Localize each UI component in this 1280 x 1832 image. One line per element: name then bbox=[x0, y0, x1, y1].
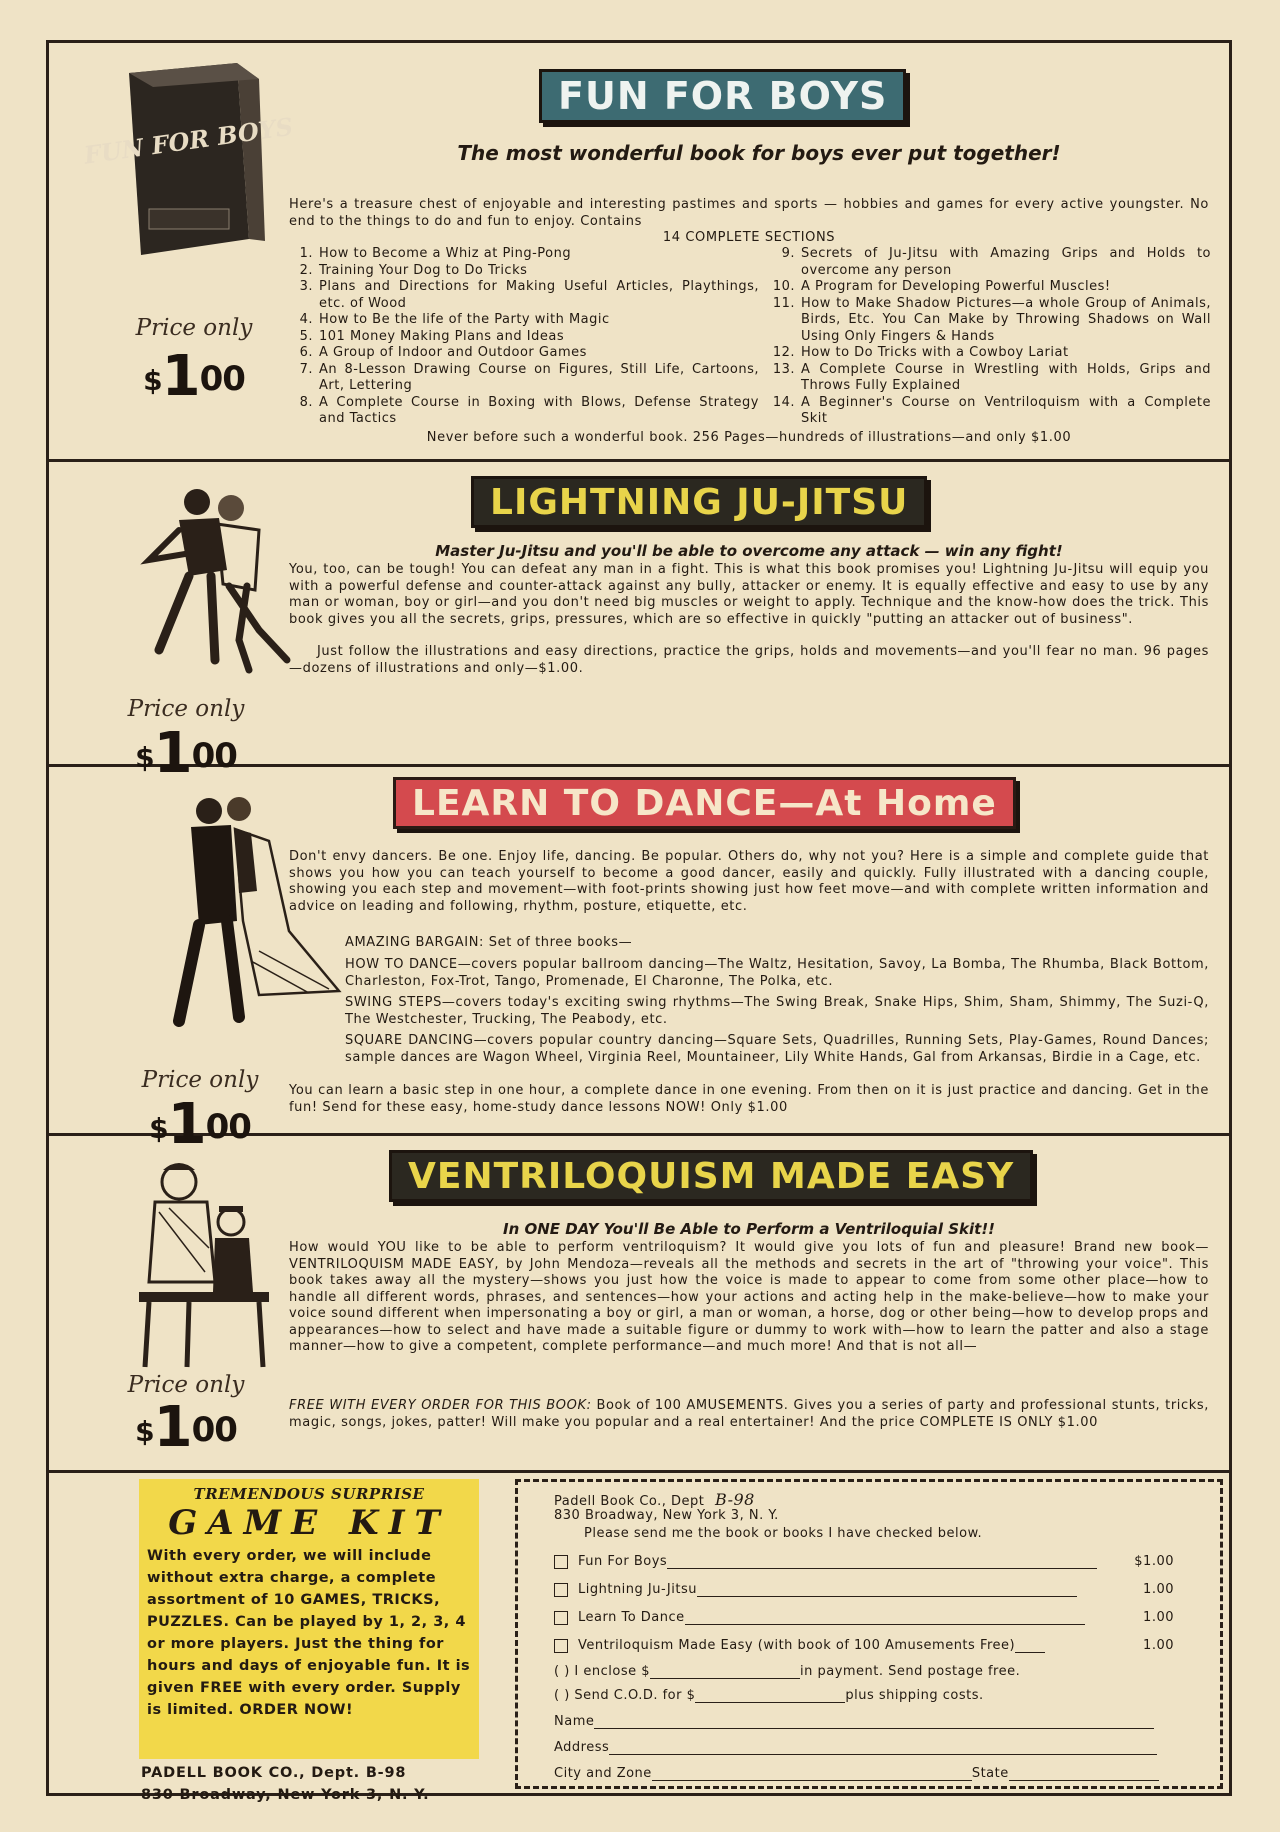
form-name-label: Name bbox=[554, 1714, 595, 1729]
dance-book-swing-steps: SWING STEPS—covers today's exciting swing rhythms—The Swing Break, Snake Hips, Shim, Sham, Shimmy, The Suzi-Q, The Westchester, Trucking, The Peabody, etc. bbox=[345, 995, 1209, 1027]
section-lightning-jujitsu bbox=[49, 462, 1229, 786]
form-enclose-label: ( ) I enclose $ bbox=[554, 1664, 650, 1679]
list-item bbox=[771, 246, 1211, 279]
price-whole: 1 bbox=[161, 344, 200, 409]
list-item bbox=[289, 362, 759, 395]
price-dollar: $ bbox=[135, 1415, 154, 1448]
section-ventriloquism bbox=[49, 1136, 1229, 1473]
fun-for-boys-footer: Never before such a wonderful book. 256 Pages—hundreds of illustrations—and only $1.00 bbox=[426, 430, 1072, 445]
ventriloquism-paragraph-1: How would YOU like to be able to perform ventriloquism? It would give you lots of fun and pleasure! Brand new book—VENTRILOQUISM MADE EASY, by John Mendoza—reveals all the methods and secrets in the art of "throwing your voice". This book takes away all the mystery—shows you just how the voice is made to appear to come from some other place—how to handle all different words, phrases, and sentences—how your actions and acting help in the make-believe—how to make your voice sound different when impersonating a boy or girl, a man or woman, a horse, dog or other being—how to develop props and appearances—how to select and have made a suitable figure or dummy to work with—how to learn the patter and also a stage manner—how to give a competent, complete performance—and much more! And that is not all— bbox=[289, 1240, 1209, 1354]
fun-for-boys-title: FUN FOR BOYS bbox=[539, 69, 906, 123]
game-kit-box bbox=[139, 1479, 479, 1759]
checkbox-fun-for-boys[interactable] bbox=[554, 1555, 568, 1569]
list-item-text: A Group of Indoor and Outdoor Games bbox=[319, 345, 587, 360]
name-field[interactable] bbox=[594, 1728, 1154, 1729]
list-item bbox=[771, 296, 1211, 346]
form-item-label: Lightning Ju-Jitsu bbox=[578, 1582, 697, 1597]
form-state-label: State bbox=[971, 1766, 1009, 1781]
state-field[interactable] bbox=[1009, 1780, 1159, 1781]
list-item-number: 12. bbox=[772, 345, 795, 360]
form-enclose bbox=[554, 1664, 1020, 1679]
list-item bbox=[289, 312, 759, 329]
list-item-number: 1. bbox=[299, 246, 313, 261]
list-item-text: A Complete Course in Boxing with Blows, Defense Strategy and Tactics bbox=[319, 394, 759, 426]
free-offer-lead: FREE WITH EVERY ORDER FOR THIS BOOK: bbox=[289, 1398, 592, 1413]
sections-left-column bbox=[289, 246, 759, 428]
list-item-text: How to Be the life of the Party with Magic bbox=[319, 312, 610, 327]
dance-book-square-dancing: SQUARE DANCING—covers popular country dancing—Square Sets, Quadrilles, Running Sets, Play-Games, Round Dances; sample dances are Wagon Wheel, Virginia Reel, Mountaineer, Lily White Hands, Gal from Arkansas, Birdie in a Cage, etc. bbox=[345, 1033, 1209, 1065]
form-item-label: Ventriloquism Made Easy (with book of 100 Amusements Free) bbox=[578, 1638, 1016, 1653]
list-item bbox=[289, 279, 759, 312]
form-item-learn-to-dance bbox=[554, 1610, 1174, 1625]
cod-amount-field[interactable] bbox=[695, 1702, 845, 1703]
game-kit-address-1: PADELL BOOK CO., Dept. B-98 bbox=[141, 1765, 407, 1781]
form-item-label: Fun For Boys bbox=[578, 1554, 668, 1569]
list-item-number: 11. bbox=[772, 295, 795, 311]
form-address-label: Address bbox=[554, 1740, 610, 1755]
list-item-text: Plans and Directions for Making Useful Articles, Playthings, etc. of Wood bbox=[319, 279, 759, 311]
list-item-number: 9. bbox=[781, 246, 795, 261]
price-whole: 1 bbox=[153, 1395, 192, 1460]
list-item-text: An 8-Lesson Drawing Course on Figures, Still Life, Cartoons, Art, Lettering bbox=[319, 361, 759, 393]
price-cents: 00 bbox=[205, 1107, 251, 1147]
dance-book-list bbox=[345, 957, 1209, 1066]
form-company-name: Padell Book Co., Dept bbox=[554, 1494, 705, 1509]
list-item bbox=[289, 246, 759, 263]
list-item bbox=[771, 279, 1211, 296]
game-kit-body: With every order, we will include without extra charge, a complete assortment of 10 GAMES, TRICKS, PUZZLES. Can be played by 1, 2, 3, 4 or more players. Just the thing for hours and days of enjoyable fun. It is given FREE with every order. Supply is limited. ORDER NOW! bbox=[147, 1548, 471, 1718]
list-item-text: Secrets of Ju-Jitsu with Amazing Grips and Holds to overcome any person bbox=[801, 246, 1211, 278]
list-item-text: A Program for Developing Powerful Muscles! bbox=[801, 279, 1111, 294]
dance-book-how-to-dance: HOW TO DANCE—covers popular ballroom dancing—The Waltz, Hesitation, Savoy, La Bomba, The Rhumba, Black Bottom, Charleston, Fox-Trot, Tango, Promenade, El Charonne, The Polka, etc. bbox=[345, 957, 1209, 989]
form-address-row bbox=[554, 1740, 1157, 1755]
form-item-price: 1.00 bbox=[1143, 1610, 1174, 1625]
free-offer-text: Book of 100 AMUSEMENTS. Gives you a series of party and professional stunts, tricks, magic, songs, jokes, patter! Will make you popular and a real entertainer! And the price COMPLETE IS ONLY $1.00 bbox=[289, 1398, 1210, 1430]
list-item-number: 7. bbox=[299, 361, 313, 377]
form-item-price: 1.00 bbox=[1143, 1582, 1174, 1597]
list-item-number: 13. bbox=[772, 361, 795, 377]
ventriloquism-title: VENTRILOQUISM MADE EASY bbox=[389, 1150, 1033, 1202]
price-dollar: $ bbox=[143, 364, 162, 397]
form-cod-label: ( ) Send C.O.D. for $ bbox=[554, 1688, 696, 1703]
list-item-number: 6. bbox=[299, 345, 313, 360]
price-dollar: $ bbox=[149, 1112, 168, 1145]
list-item-text: A Beginner's Course on Ventriloquism with a Complete Skit bbox=[801, 394, 1211, 426]
list-item-text: A Complete Course in Wrestling with Holds, Grips and Throws Fully Explained bbox=[801, 361, 1211, 393]
dance-bargain-heading: AMAZING BARGAIN: Set of three books— bbox=[345, 935, 633, 950]
list-item-number: 4. bbox=[299, 312, 313, 327]
price-label: Price only bbox=[127, 696, 245, 722]
form-enclose-note: in payment. Send postage free. bbox=[800, 1664, 1021, 1679]
game-kit-preheading: TREMENDOUS SURPRISE bbox=[193, 1485, 425, 1503]
ventriloquism-subtitle: In ONE DAY You'll Be Able to Perform a Ventriloquial Skit!! bbox=[502, 1220, 996, 1238]
list-item-text: How to Become a Whiz at Ping-Pong bbox=[319, 246, 572, 261]
form-item-ventriloquism bbox=[554, 1638, 1174, 1653]
city-field[interactable] bbox=[652, 1780, 972, 1781]
form-name-row bbox=[554, 1714, 1154, 1729]
list-item-number: 10. bbox=[772, 279, 795, 294]
price-value bbox=[109, 344, 279, 409]
jujitsu-subtitle: Master Ju-Jitsu and you'll be able to overcome any attack — win any fight! bbox=[435, 542, 1063, 560]
form-cod bbox=[554, 1688, 984, 1703]
list-item-text: How to Make Shadow Pictures—a whole Group of Animals, Birds, Etc. You Can Make by Throwing Shadows on Wall Using Only Fingers & Hands bbox=[801, 295, 1211, 344]
list-item bbox=[289, 345, 759, 362]
checkbox-ventriloquism[interactable] bbox=[554, 1639, 568, 1653]
price-cents: 00 bbox=[191, 736, 237, 776]
ad-page bbox=[46, 40, 1232, 1803]
form-cod-note: plus shipping costs. bbox=[845, 1688, 984, 1703]
jujitsu-title: LIGHTNING JU-JITSU bbox=[471, 476, 927, 528]
jujitsu-description bbox=[289, 562, 1209, 677]
list-item-number: 3. bbox=[299, 279, 313, 294]
list-item-text: Training Your Dog to Do Tricks bbox=[319, 262, 528, 278]
price-label: Price only bbox=[127, 1372, 245, 1398]
list-item-number: 5. bbox=[299, 328, 313, 344]
price-cents: 00 bbox=[191, 1410, 237, 1450]
fun-for-boys-book-illustration bbox=[82, 59, 295, 259]
list-item bbox=[771, 395, 1211, 428]
form-item-price: 1.00 bbox=[1143, 1638, 1174, 1653]
form-item-price: $1.00 bbox=[1134, 1554, 1174, 1569]
list-item bbox=[289, 263, 759, 280]
dance-paragraph-2: You can learn a basic step in one hour, a complete dance in one evening. From then on it is just practice and dancing. Get in the fun! Send for these easy, home-study dance lessons NOW! Only $1.00 bbox=[289, 1083, 1209, 1115]
section-fun-for-boys bbox=[49, 43, 1229, 462]
form-city-row bbox=[554, 1766, 1159, 1781]
checkbox-lightning-jujitsu[interactable] bbox=[554, 1583, 568, 1597]
game-kit-address-2: 830 Broadway, New York 3, N. Y. bbox=[141, 1787, 430, 1803]
order-form-coupon bbox=[515, 1479, 1223, 1789]
list-item bbox=[289, 329, 759, 346]
form-company bbox=[554, 1490, 755, 1509]
form-item-fun-for-boys bbox=[554, 1554, 1174, 1569]
list-item-text: 101 Money Making Plans and Ideas bbox=[319, 328, 565, 344]
fun-for-boys-intro: Here's a treasure chest of enjoyable and interesting pastimes and sports — hobbies and games for every active youngster. No end to the things to do and fun to enjoy. Contains bbox=[289, 197, 1209, 229]
enclose-amount-field[interactable] bbox=[650, 1678, 800, 1679]
form-item-label: Learn To Dance bbox=[578, 1610, 685, 1625]
fun-for-boys-subtitle: The most wonderful book for boys ever put together! bbox=[457, 141, 1061, 165]
list-item-text: How to Do Tricks with a Cowboy Lariat bbox=[801, 345, 1069, 360]
list-item-number: 2. bbox=[299, 262, 313, 278]
jujitsu-paragraph-2: Just follow the illustrations and easy directions, practice the grips, holds and movements—and you'll fear no man. 96 pages—dozens of illustrations and only—$1.00. bbox=[289, 644, 1209, 676]
form-instruction: Please send me the book or books I have checked below. bbox=[584, 1526, 983, 1541]
price-label: Price only bbox=[135, 315, 253, 341]
section-learn-to-dance bbox=[49, 767, 1229, 1157]
price-dollar: $ bbox=[135, 741, 154, 774]
sections-right-column bbox=[771, 246, 1211, 428]
price-value bbox=[101, 1395, 271, 1460]
ventriloquism-free-offer bbox=[289, 1398, 1209, 1431]
dance-paragraph-1: Don't envy dancers. Be one. Enjoy life, dancing. Be popular. Others do, why not you? Here is a simple and complete guide that shows you how you can teach yourself to become a good dancer, easily and quickly. Fully illustrated with a dancing couple, showing you each step and movement—with foot-prints showing just how feet move—and with complete written information and advice on leading and following, rhythm, posture, etiquette, etc. bbox=[289, 849, 1209, 914]
list-item-number: 14. bbox=[772, 394, 795, 410]
list-item-number: 8. bbox=[299, 394, 313, 410]
book-cover-text: FUN FOR BOYS bbox=[82, 111, 295, 170]
list-item bbox=[771, 345, 1211, 362]
form-address: 830 Broadway, New York 3, N. Y. bbox=[554, 1508, 779, 1523]
form-city-label: City and Zone bbox=[554, 1766, 652, 1781]
learn-to-dance-title: LEARN TO DANCE—At Home bbox=[393, 777, 1016, 829]
form-item-lightning-jujitsu bbox=[554, 1582, 1174, 1597]
list-item bbox=[771, 362, 1211, 395]
jujitsu-paragraph-1: You, too, can be tough! You can defeat any man in a fight. This is what this book promises you! Lightning Ju-Jitsu will equip you with a powerful defense and counter-attack against any bully, attacker or enemy. It is equally effective and easy to use by any man or woman, boy or girl—and you don't need big muscles or weight to apply. Technique and the know-how does the trick. This book gives you all the secrets, grips, pressures, which are so effective in quickly "putting an attacker out of business". bbox=[289, 562, 1209, 627]
game-kit-title: GAME KIT bbox=[168, 1503, 450, 1543]
price-cents: 00 bbox=[199, 359, 245, 399]
price-whole: 1 bbox=[153, 721, 192, 786]
ventriloquist-illustration bbox=[119, 1152, 299, 1372]
price-whole: 1 bbox=[167, 1092, 206, 1157]
jujitsu-fighters-illustration bbox=[119, 480, 309, 680]
list-item bbox=[289, 395, 759, 428]
address-field[interactable] bbox=[609, 1754, 1157, 1755]
sections-heading: 14 COMPLETE SECTIONS bbox=[662, 230, 836, 245]
checkbox-learn-to-dance[interactable] bbox=[554, 1611, 568, 1625]
form-dept: B-98 bbox=[715, 1490, 755, 1509]
price-label: Price only bbox=[141, 1067, 259, 1093]
